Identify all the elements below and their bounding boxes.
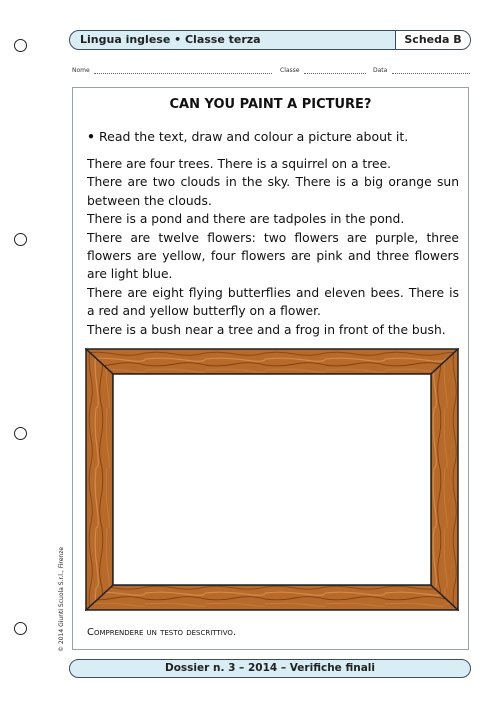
copyright-note: © 2014 Giunti Scuola S.r.l., Firenze — [58, 546, 65, 652]
header-bar — [69, 30, 471, 50]
binder-hole-lower-middle — [14, 427, 27, 440]
binder-hole-top — [14, 39, 27, 52]
frame-top — [86, 349, 458, 374]
worksheet-title: CAN YOU PAINT A PICTURE? — [169, 97, 372, 112]
class-label: Classe — [280, 67, 300, 74]
drawing-area[interactable] — [113, 374, 431, 585]
name-label: Nome — [72, 67, 90, 74]
binder-hole-bottom — [14, 622, 27, 635]
paragraph-clouds: There are two clouds in the sky. There is a big orange sun between the clouds. — [87, 175, 459, 208]
description-text — [87, 155, 459, 339]
frame-bottom — [86, 585, 458, 610]
worksheet-panel — [72, 87, 469, 650]
bullet-icon: • — [87, 129, 95, 144]
class-field[interactable] — [304, 72, 366, 74]
frame-right — [431, 349, 458, 610]
date-field[interactable] — [392, 72, 470, 74]
paragraph-bush: There is a bush near a tree and a frog in front of the bush. — [87, 322, 446, 337]
instruction-text: Read the text, draw and colour a picture about it. — [99, 129, 409, 144]
instruction — [87, 129, 408, 144]
paragraph-flowers: There are twelve flowers: two flowers are purple, three flowers are yellow, four flowers are pink and three flowers are light blue. — [87, 230, 459, 282]
paragraph-butterflies: There are eight flying butterflies and eleven bees. There is a red and yellow butterfly on a flower. — [87, 285, 459, 319]
paragraph-pond: There is a pond and there are tadpoles in the pond. — [87, 212, 405, 227]
footer-bar: Dossier n. 3 – 2014 – Verifiche finali — [69, 659, 471, 678]
sheet-label: Scheda B — [395, 31, 470, 49]
skill-caption: Comprendere un testo descrittivo. — [87, 627, 237, 638]
date-label: Data — [373, 67, 388, 74]
paragraph-trees: There are four trees. There is a squirrel on a tree. — [87, 157, 392, 171]
student-info-line — [72, 67, 470, 77]
frame-left — [86, 349, 113, 610]
subject-label: Lingua inglese • Classe terza — [80, 33, 261, 46]
picture-frame — [85, 348, 459, 611]
wooden-frame-icon — [85, 348, 459, 611]
binder-hole-upper-middle — [14, 233, 27, 246]
name-field[interactable] — [94, 72, 272, 74]
